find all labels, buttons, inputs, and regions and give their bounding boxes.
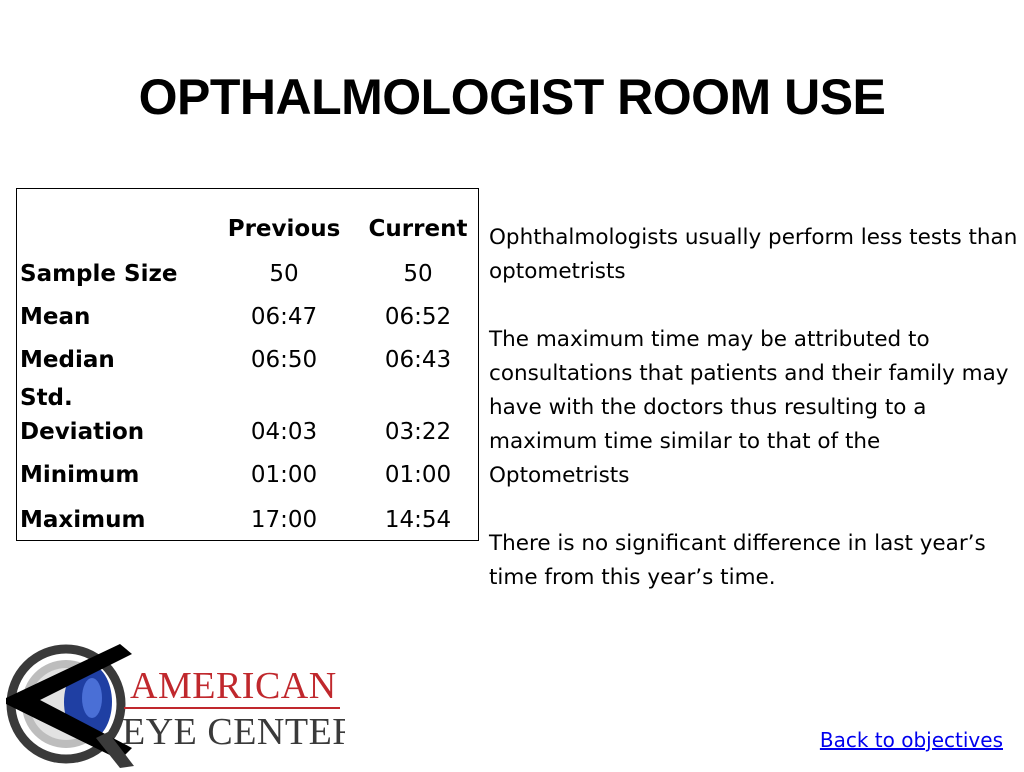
stats-table xyxy=(16,188,479,541)
row-label-minimum: Minimum xyxy=(20,462,140,488)
row-label-sample-size: Sample Size xyxy=(20,261,178,287)
row-label-std-line2: Deviation xyxy=(20,419,145,445)
cell-current: 01:00 xyxy=(384,462,452,488)
row-label-mean: Mean xyxy=(20,304,91,330)
table-row xyxy=(17,377,479,449)
cell-previous: 06:47 xyxy=(250,304,318,330)
american-eye-center-logo xyxy=(0,640,345,768)
back-to-objectives-link[interactable]: Back to objectives xyxy=(819,728,1003,752)
eye-logo-icon xyxy=(0,640,345,768)
table-row xyxy=(17,449,479,492)
logo-text-eye-center: EYE CENTER xyxy=(122,711,345,753)
table-header-previous: Previous xyxy=(227,216,341,242)
paragraph-spacer xyxy=(489,289,1019,323)
table-row xyxy=(17,334,479,377)
table-header-current: Current xyxy=(368,216,468,242)
paragraph-spacer xyxy=(489,493,1019,527)
row-label-maximum: Maximum xyxy=(20,507,146,533)
cell-current: 03:22 xyxy=(384,419,452,445)
cell-previous: 01:00 xyxy=(250,462,318,488)
table-header-row xyxy=(17,189,479,249)
row-label-median: Median xyxy=(20,347,115,373)
cell-current: 06:43 xyxy=(384,347,452,373)
slide-title: OPTHALMOLOGIST ROOM USE xyxy=(138,69,886,125)
cell-current: 06:52 xyxy=(384,304,452,330)
logo-text-american: AMERICAN xyxy=(130,665,337,707)
note-paragraph-1: Ophthalmologists usually perform less tests than optometrists xyxy=(489,225,1018,284)
table-header-blank xyxy=(17,189,211,249)
cell-previous: 50 xyxy=(269,261,299,287)
table-row xyxy=(17,492,479,541)
row-label-std-line1: Std. xyxy=(20,385,73,411)
cell-current: 50 xyxy=(403,261,433,287)
cell-previous: 17:00 xyxy=(250,507,318,533)
cell-previous: 04:03 xyxy=(250,419,318,445)
table-row xyxy=(17,291,479,334)
cell-previous: 06:50 xyxy=(250,347,318,373)
table-row xyxy=(17,248,479,291)
notes-text-block xyxy=(489,221,1019,595)
note-paragraph-2: The maximum time may be attributed to consultations that patients and their family may have with the doctors thus resulting to a maximum time similar to that of the Optometrists xyxy=(489,327,1009,488)
note-paragraph-3: There is no significant difference in last year’s time from this year’s time. xyxy=(489,531,986,590)
cell-current: 14:54 xyxy=(384,507,452,533)
row-label-std-deviation xyxy=(17,377,211,449)
